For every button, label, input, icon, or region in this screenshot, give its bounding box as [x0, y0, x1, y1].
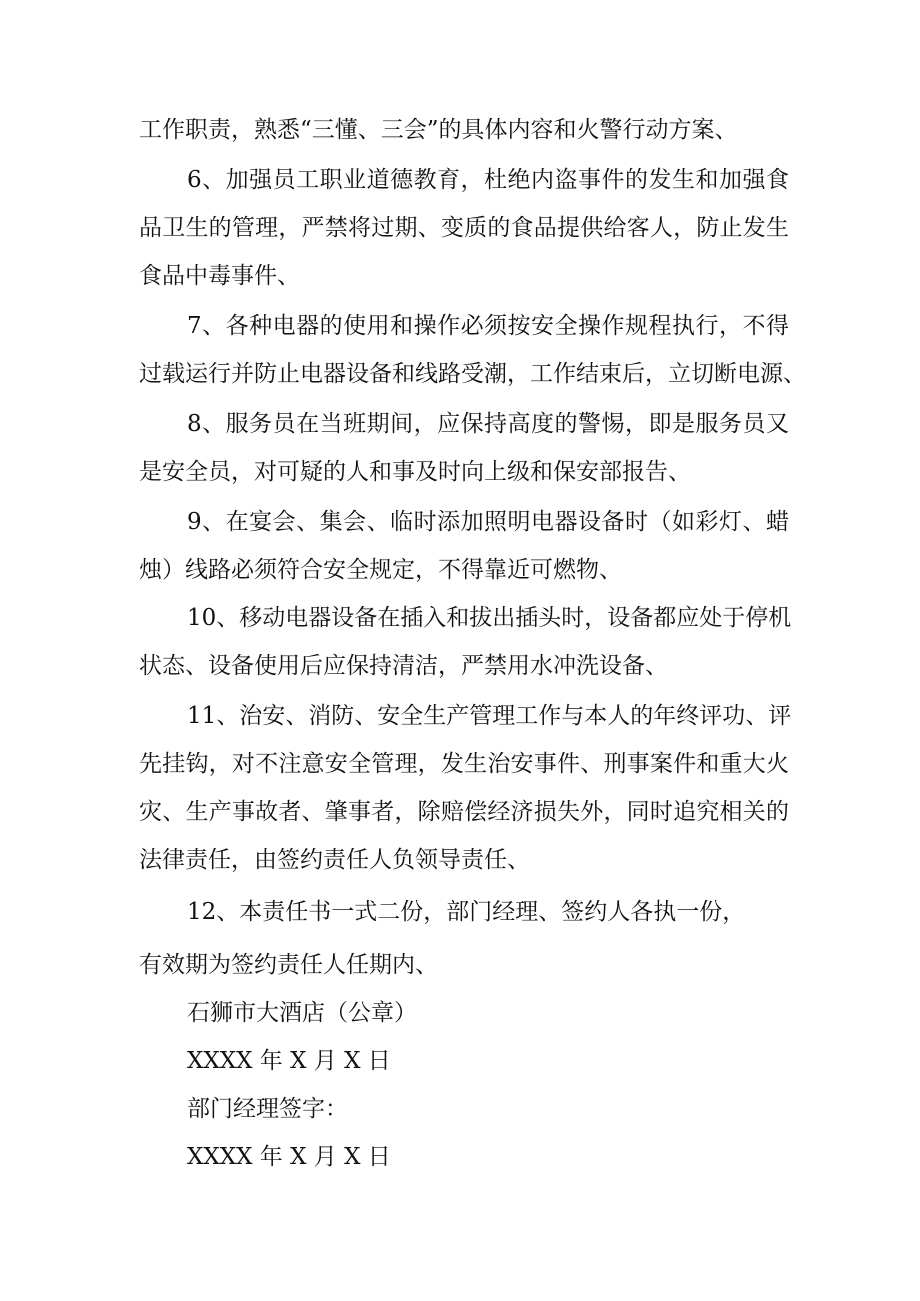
date-line: XXXX 年 X 月 X 日	[187, 1144, 391, 1170]
paragraph-line: 6、加强员工职业道德教育，杜绝内盗事件的发生和加强食	[187, 167, 789, 193]
paragraph-line: 8、服务员在当班期间，应保持高度的警惕，即是服务员又	[187, 411, 789, 437]
paragraph-line: 品卫生的管理，严禁将过期、变质的食品提供给客人，防止发生	[139, 215, 789, 241]
paragraph-line: 9、在宴会、集会、临时添加照明电器设备时（如彩灯、蜡	[187, 509, 789, 535]
paragraph-line: 有效期为签约责任人任期内、	[139, 952, 438, 978]
paragraph-line: 过载运行并防止电器设备和线路受潮，工作结束后，立切断电源、	[139, 361, 806, 387]
paragraph-line: 状态、设备使用后应保持清洁，严禁用水冲洗设备、	[139, 653, 668, 679]
company-seal-line: 石狮市大酒店（公章）	[187, 1000, 417, 1026]
date-line: XXXX 年 X 月 X 日	[187, 1048, 391, 1074]
paragraph-line: 7、各种电器的使用和操作必须按安全操作规程执行，不得	[187, 313, 789, 339]
paragraph-line: 10、移动电器设备在插入和拔出插头时，设备都应处于停机	[187, 605, 792, 631]
paragraph-line: 11、治安、消防、安全生产管理工作与本人的年终评功、评	[187, 703, 792, 729]
paragraph-line: 食品中毒事件、	[139, 263, 300, 289]
manager-signature-label: 部门经理签字：	[187, 1096, 348, 1122]
paragraph-line: 工作职责，熟悉“三懂、三会”的具体内容和火警行动方案、	[139, 117, 738, 143]
paragraph-line: 12、本责任书一式二份，部门经理、签约人各执一份，	[187, 899, 746, 925]
paragraph-line: 灾、生产事故者、肇事者，除赔偿经济损失外，同时追究相关的	[139, 799, 789, 825]
paragraph-line: 烛）线路必须符合安全规定，不得靠近可燃物、	[139, 557, 622, 583]
paragraph-line: 先挂钩，对不注意安全管理，发生治安事件、刑事案件和重大火	[139, 751, 789, 777]
paragraph-line: 法律责任，由签约责任人负领导责任、	[139, 847, 530, 873]
paragraph-line: 是安全员，对可疑的人和事及时向上级和保安部报告、	[139, 459, 691, 485]
